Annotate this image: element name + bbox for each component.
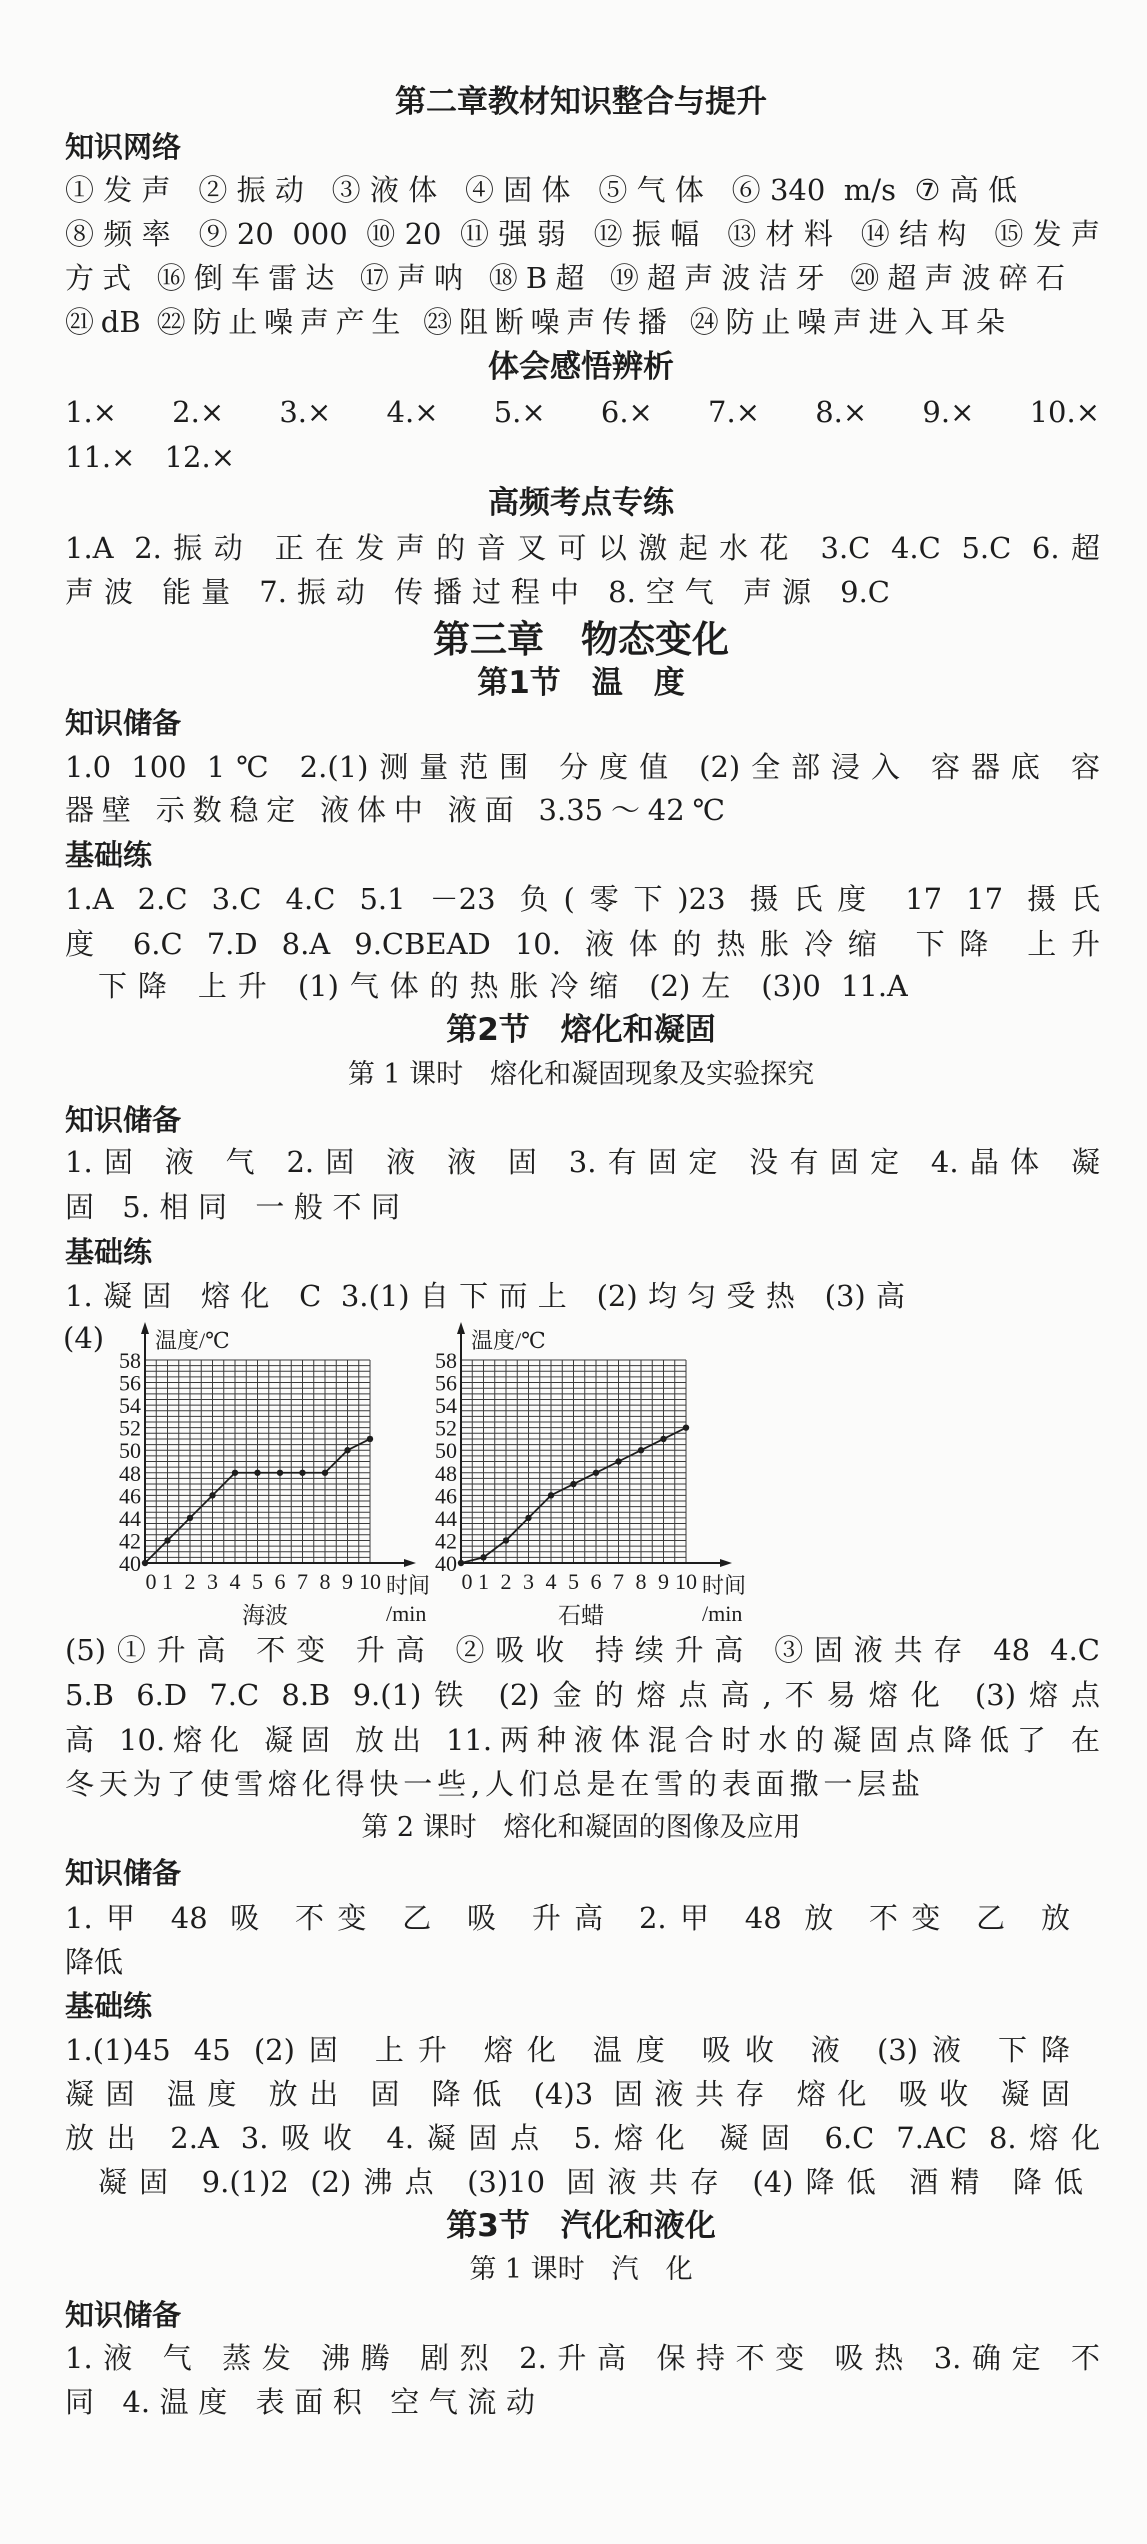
answer-line: 凝固 温度 放出 固 降低 (4)3 固液共存 熔化 吸收 凝固 [65, 2077, 1070, 2111]
data-point [638, 1447, 644, 1453]
data-point [660, 1436, 666, 1442]
answer-line: 1.0 100 1℃ 2.(1)测量范围 分度值 (2)全部浸入 容器底 容 [65, 750, 1100, 784]
section-heading-knowledge: 知识储备 [65, 2298, 182, 2332]
y-tick-label: 58 [119, 1348, 141, 1373]
y-tick-label: 48 [435, 1460, 457, 1486]
section-heading-basic: 基础练 [65, 1989, 153, 2023]
chart-caption: 石蜡 [558, 1603, 604, 1628]
x-tick-label: 6 [590, 1569, 602, 1594]
lesson-title: 第 1 课时 熔化和凝固现象及实验探究 [347, 1059, 815, 1090]
section-heading-basic: 基础练 [65, 838, 153, 872]
x-axis-label: 时间/min [702, 1573, 747, 1626]
data-point [209, 1492, 215, 1498]
chart-1 [119, 1322, 416, 1628]
x-tick-label: 5 [568, 1569, 579, 1594]
answer-line: (5)①升高 不变 升高 ②吸收 持续升高 ③固液共存 48 4.C [65, 1633, 1100, 1667]
lesson-title: 第 1 课时 汽 化 [469, 2254, 693, 2285]
section-heading-knowledge: 知识储备 [65, 1856, 182, 1890]
y-tick-label: 54 [119, 1393, 141, 1419]
y-tick-label: 42 [435, 1528, 457, 1554]
y-axis-label: 温度/℃ [471, 1328, 546, 1353]
x-tick-label: 10 [359, 1569, 381, 1594]
x-tick-label: 4 [229, 1569, 241, 1594]
y-tick-label: 54 [435, 1393, 457, 1419]
x-tick-label: 2 [500, 1569, 512, 1594]
x-tick-label: 3 [207, 1569, 218, 1594]
data-point [367, 1436, 373, 1442]
y-axis-label: 温度/℃ [155, 1328, 230, 1353]
data-point [164, 1537, 170, 1543]
chart-2 [435, 1322, 732, 1628]
data-point [344, 1447, 350, 1453]
answer-line: ㉑dB ㉒防止噪声产生 ㉓阻断噪声传播 ㉔防止噪声进入耳朵 [65, 305, 1005, 339]
y-tick-label: 58 [435, 1348, 457, 1373]
question-number: (4) [63, 1321, 105, 1355]
section-heading-knowledge: 知识储备 [65, 706, 182, 740]
answer-line: 1.甲 48 吸 不变 乙 吸 升高 2.甲 48 放 不变 乙 放 [65, 1901, 1070, 1935]
y-tick-label: 40 [435, 1551, 457, 1576]
answer-line: 度 6.C 7.D 8.A 9.CBEAD 10. 液体的热胀冷缩 下降 上升 [65, 927, 1100, 961]
y-tick-label: 46 [119, 1483, 141, 1509]
data-point [593, 1470, 599, 1476]
data-point [548, 1492, 554, 1498]
x-tick-label: 9 [342, 1569, 353, 1594]
data-point [480, 1554, 486, 1560]
answer-line: 1.A 2.振动 正在发声的音叉可以激起水花 3.C 4.C 5.C 6.超 [65, 531, 1100, 565]
section3-title: 第3节 汽化和液化 [446, 2208, 716, 2244]
y-tick-label: 56 [119, 1370, 141, 1396]
section-heading-hot-points: 高频考点专练 [488, 485, 674, 521]
y-tick-label: 44 [119, 1505, 141, 1531]
data-point [525, 1515, 531, 1521]
answer-line: 11.× 12.× [65, 440, 235, 474]
y-tick-label: 50 [435, 1438, 457, 1464]
answer-line: 1.液 气 蒸发 沸腾 剧烈 2.升高 保持不变 吸热 3.确定 不 [65, 2341, 1100, 2375]
y-tick-label: 44 [435, 1505, 457, 1531]
x-tick-label: 6 [274, 1569, 286, 1594]
section2-title: 第2节 熔化和凝固 [446, 1012, 716, 1048]
data-point [570, 1481, 576, 1487]
x-axis-label: 时间/min [386, 1573, 431, 1626]
data-point [254, 1470, 260, 1476]
answer-line: 放出 2.A 3.吸收 4.凝固点 5.熔化 凝固 6.C 7.AC 8.熔化 [65, 2121, 1100, 2155]
data-point [503, 1537, 509, 1543]
chapter3-title: 第三章 物态变化 [433, 618, 729, 661]
data-point [683, 1424, 689, 1430]
data-point [458, 1560, 464, 1566]
section-heading-knowledge: 知识储备 [65, 1103, 182, 1137]
chapter2-title: 第二章教材知识整合与提升 [395, 84, 767, 120]
answer-line: ⑧频率 ⑨20 000 ⑩20 ⑪强弱 ⑫振幅 ⑬材料 ⑭结构 ⑮发声 [65, 217, 1100, 251]
answer-line: 方式 ⑯倒车雷达 ⑰声呐 ⑱B超 ⑲超声波洁牙 ⑳超声波碎石 [65, 261, 1065, 295]
y-tick-label: 52 [119, 1415, 141, 1441]
x-tick-label: 3 [523, 1569, 534, 1594]
chart-caption: 海波 [242, 1603, 288, 1628]
y-axis-arrow [457, 1322, 465, 1334]
data-point [615, 1458, 621, 1464]
data-point [277, 1470, 283, 1476]
answer-line: 凝固 9.(1)2 (2)沸点 (3)10 固液共存 (4)降低 酒精 降低 [98, 2165, 1083, 2199]
y-tick-label: 46 [435, 1483, 457, 1509]
answer-line: 1.(1)45 45 (2)固 上升 熔化 温度 吸收 液 (3)液 下降 [65, 2033, 1070, 2067]
data-point [299, 1470, 305, 1476]
x-tick-label: 4 [545, 1569, 557, 1594]
data-point [142, 1560, 148, 1566]
x-tick-label: 0 [461, 1569, 473, 1594]
answer-line: 1.× 2.× 3.× 4.× 5.× 6.× 7.× 8.× 9.× 10.× [65, 395, 1100, 429]
answer-line: 降低 [65, 1945, 124, 1979]
answer-line: 高 10.熔化 凝固 放出 11.两种液体混合时水的凝固点降低了 在 [65, 1723, 1100, 1757]
x-tick-label: 1 [162, 1569, 173, 1594]
y-tick-label: 56 [435, 1370, 457, 1396]
x-axis-arrow [720, 1559, 732, 1567]
answer-line: 1.固 液 气 2.固 液 液 固 3.有固定 没有固定 4.晶体 凝 [65, 1145, 1100, 1179]
x-tick-label: 0 [145, 1569, 157, 1594]
y-tick-label: 48 [119, 1460, 141, 1486]
y-tick-label: 50 [119, 1438, 141, 1464]
x-tick-label: 8 [635, 1569, 647, 1594]
section-heading-knowledge-net: 知识网络 [65, 130, 182, 164]
answer-line: 下降 上升 (1)气体的热胀冷缩 (2)左 (3)0 11.A [98, 969, 908, 1003]
answer-line: 1.凝固 熔化 C 3.(1)自下而上 (2)均匀受热 (3)高 [65, 1279, 905, 1313]
x-tick-label: 7 [297, 1569, 308, 1594]
data-point [187, 1515, 193, 1521]
answer-line: ①发声 ②振动 ③液体 ④固体 ⑤气体 ⑥340 m/s ⑦高低 [65, 173, 1017, 207]
data-point [322, 1470, 328, 1476]
answer-line: 冬天为了使雪熔化得快一些,人们总是在雪的表面撒一层盐 [65, 1767, 920, 1801]
answer-line: 同 4.温度 表面积 空气流动 [65, 2385, 535, 2419]
x-tick-label: 8 [319, 1569, 331, 1594]
x-tick-label: 5 [252, 1569, 263, 1594]
x-tick-label: 2 [184, 1569, 196, 1594]
y-tick-label: 40 [119, 1551, 141, 1576]
y-tick-label: 52 [435, 1415, 457, 1441]
x-axis-arrow [404, 1559, 416, 1567]
data-point [232, 1470, 238, 1476]
x-tick-label: 9 [658, 1569, 669, 1594]
section-heading-basic: 基础练 [65, 1235, 153, 1269]
lesson-title: 第 2 课时 熔化和凝固的图像及应用 [361, 1812, 801, 1843]
x-tick-label: 1 [478, 1569, 489, 1594]
x-tick-label: 10 [675, 1569, 697, 1594]
answer-line: 固 5.相同 一般不同 [65, 1190, 400, 1224]
x-tick-label: 7 [613, 1569, 624, 1594]
section-heading-reflect: 体会感悟辨析 [488, 349, 674, 385]
y-tick-label: 42 [119, 1528, 141, 1554]
answer-line: 5.B 6.D 7.C 8.B 9.(1)铁 (2)金的熔点高,不易熔化 (3)熔点 [65, 1678, 1100, 1712]
answer-line: 器壁 示数稳定 液体中 液面 3.35～42℃ [65, 793, 725, 827]
section1-title: 第1节 温 度 [477, 665, 685, 701]
y-axis-arrow [141, 1322, 149, 1334]
answer-line: 1.A 2.C 3.C 4.C 5.1 －23 负(零下)23 摄氏度 17 17 摄氏 [65, 882, 1100, 916]
answer-line: 声波 能量 7.振动 传播过程中 8.空气 声源 9.C [65, 575, 890, 609]
